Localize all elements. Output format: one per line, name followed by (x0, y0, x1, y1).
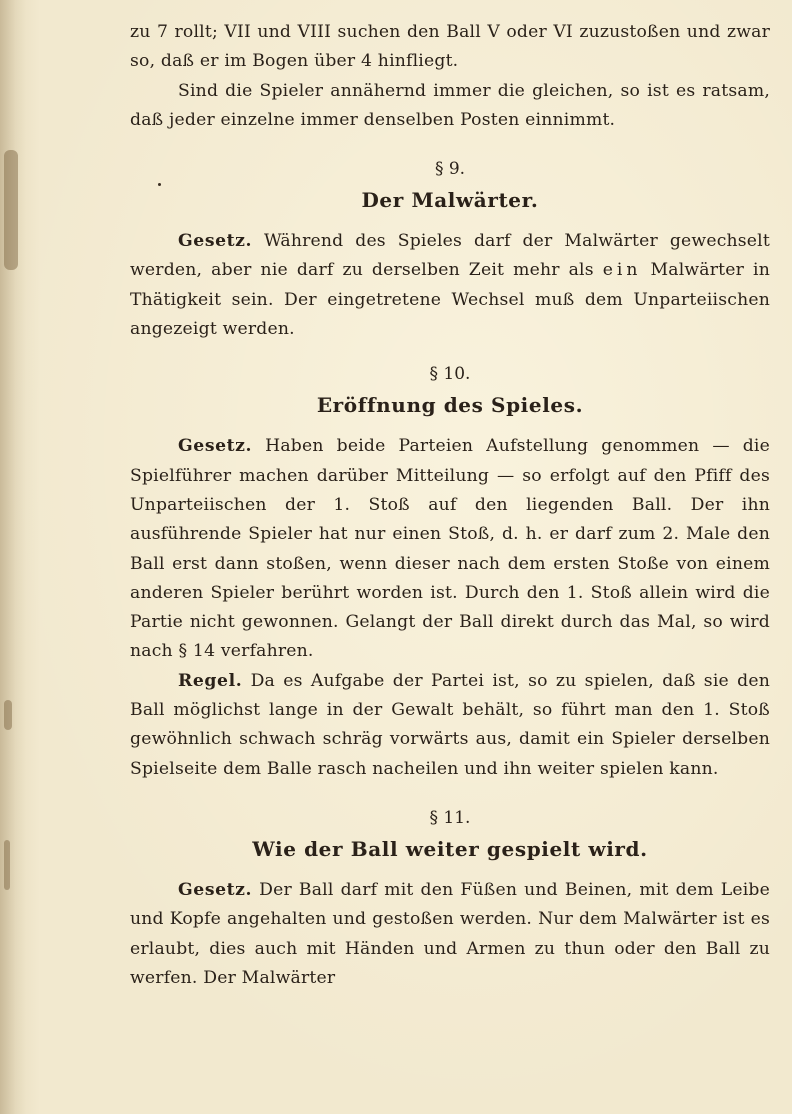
book-page (130, 18, 770, 993)
section-paragraph (130, 432, 770, 666)
section-paragraph (130, 876, 770, 993)
section-paragraph (130, 667, 770, 784)
term-label: Gesetz. (178, 436, 253, 457)
binding-stain (4, 840, 10, 890)
paragraph-text: Malwärter in Thätigkeit sein. Der eingetretene Wechsel muß dem Unparteiischen angezeigt werden. (130, 260, 770, 340)
term-label: Regel. (178, 670, 243, 691)
paragraph-continuation: zu 7 rollt; VII und VIII suchen den Ball V oder VI zuzustoßen und zwar so, daß er im Bogen über 4 hinfliegt. (130, 22, 770, 72)
page-binding-edge (0, 0, 26, 1114)
section-number: § 11. (429, 807, 471, 828)
section-title: Der Malwärter. (361, 188, 539, 213)
section-9 (130, 155, 770, 344)
section-number: § 10. (429, 364, 471, 385)
paragraph-text: Da es Aufgabe der Partei ist, so zu spielen, daß sie den Ball möglichst lange in der Gewalt behält, so führt man den 1. Stoß gewöhnlich schwach schräg vorwärts aus, damit ein Spieler derselben Spielseite dem Balle rasch nacheilen und ihn weiter spielen kann. (130, 670, 770, 779)
section-title: Wie der Ball weiter gespielt wird. (252, 836, 648, 861)
binding-stain (4, 700, 12, 730)
term-label: Gesetz. (178, 879, 253, 900)
section-number: § 9. (434, 159, 466, 180)
emphasized-word: ein (602, 260, 642, 281)
section-paragraph (130, 227, 770, 344)
paragraph-text: Haben beide Parteien Aufstellung genommen — die Spielführer machen darüber Mitteilung — so erfolgt auf den Pfiff des Unparteiischen der 1. Stoß auf den liegenden Ball. Der ihn ausführende Spieler hat nur einen Stoß, d. h. er darf zum 2. Male den Ball erst dann stoßen, wenn dieser nach dem ersten Stoße von einem anderen Spieler berührt worden ist. Durch den 1. Stoß allein wird die Partie nicht gewonnen. Gelangt der Ball direkt durch das Mal, so wird nach § 14 verfahren. (130, 436, 770, 662)
binding-stain (4, 150, 18, 270)
section-10 (130, 360, 770, 784)
paragraph-posten: Sind die Spieler annähernd immer die gleichen, so ist es ratsam, daß jeder einzelne immer denselben Posten einnimmt. (130, 80, 770, 130)
paragraph-text: Während des Spieles darf der Malwärter gewechselt werden, aber nie darf zu derselben Zeit mehr als (130, 231, 770, 281)
section-11 (130, 804, 770, 993)
paragraph-text: Der Ball darf mit den Füßen und Beinen, mit dem Leibe und Kopfe angehalten und gestoßen werden. Nur dem Malwärter ist es erlaubt, dies auch mit Händen und Armen zu thun oder den Ball zu werfen. Der Malwärter (130, 879, 770, 988)
section-title: Eröffnung des Spieles. (316, 393, 584, 418)
term-label: Gesetz. (178, 231, 253, 252)
